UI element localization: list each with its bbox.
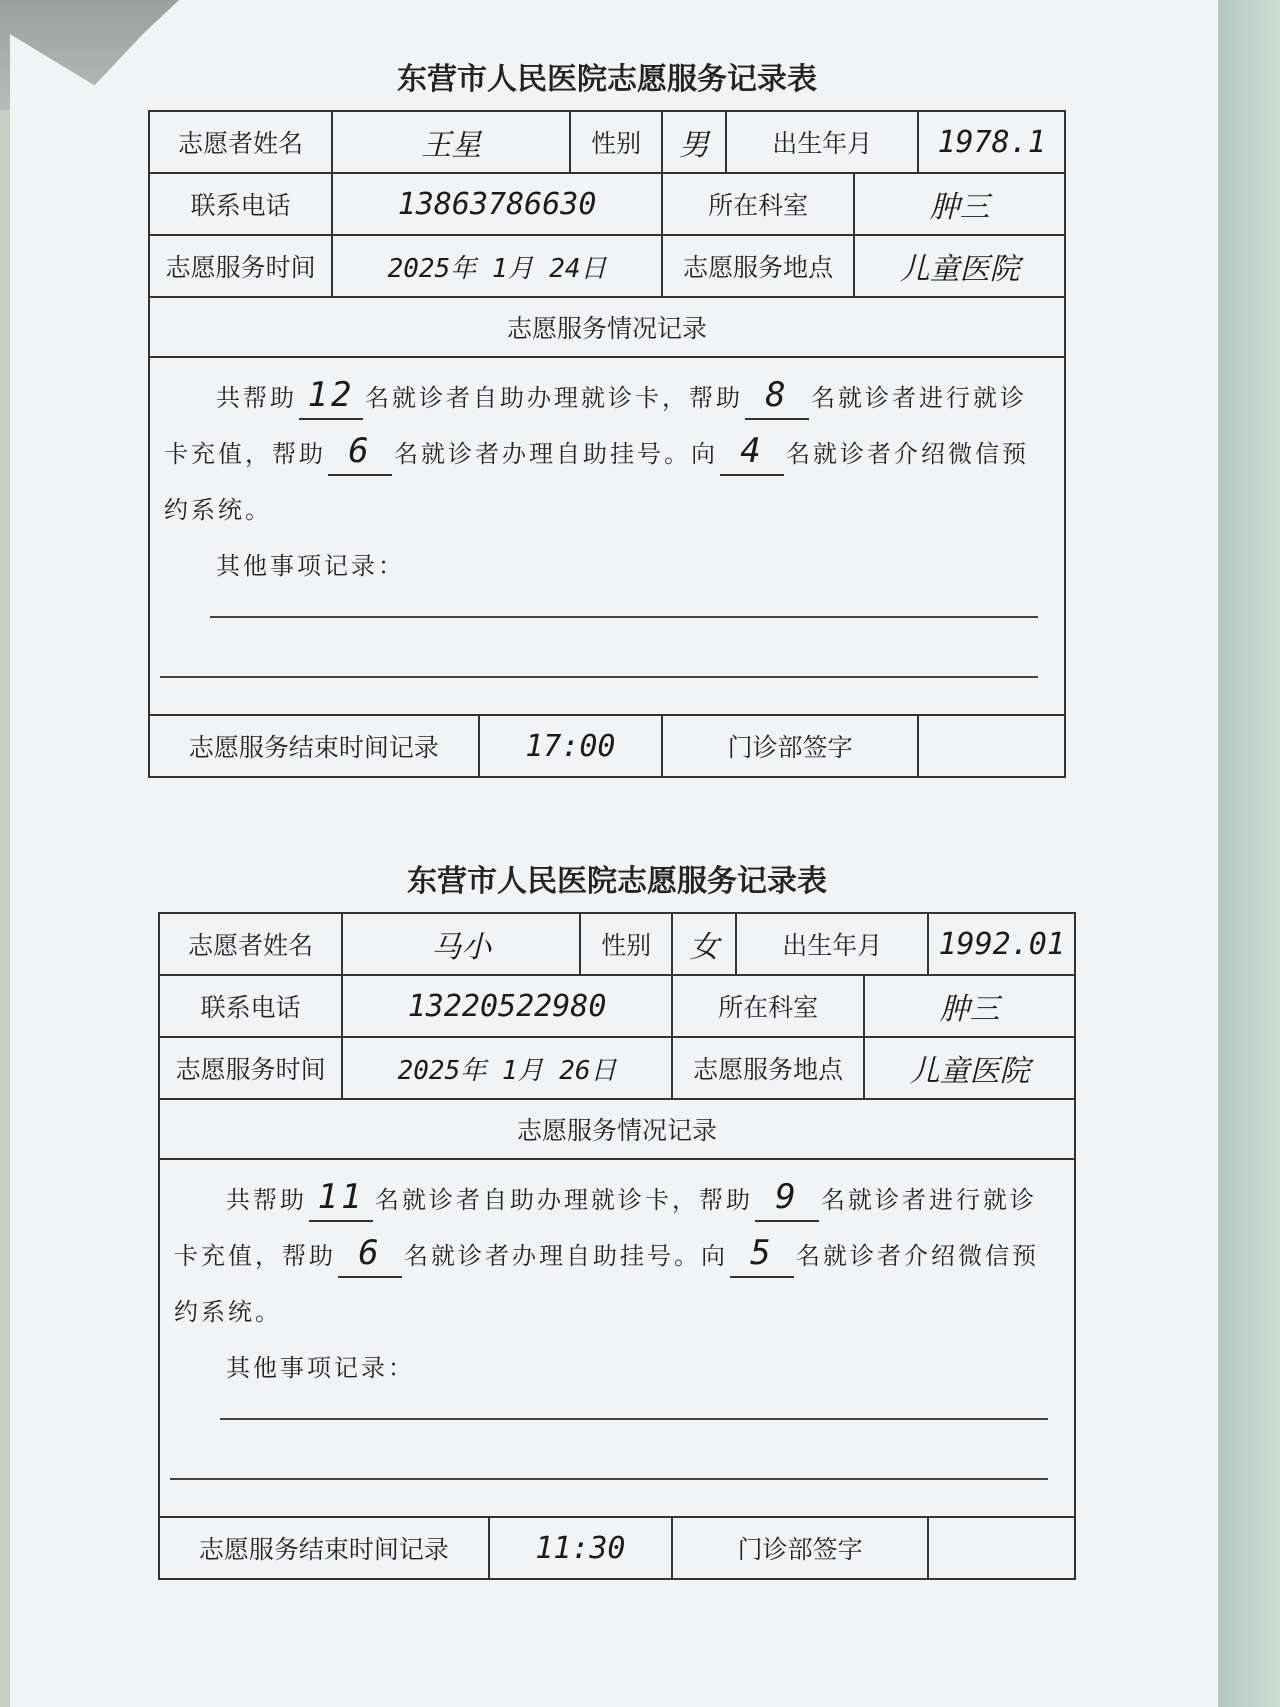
writing-line[interactable] [220,1418,1048,1420]
label-name: 志愿者姓名 [159,913,342,975]
info-table [158,912,1076,1580]
writing-line[interactable] [160,676,1038,678]
handwritten-gender: 女 [688,930,719,965]
label-gender: 性别 [570,111,662,173]
record-text: 共帮助 11 名就诊者自助办理就诊卡，帮助 9 名就诊者进行就诊卡充值，帮助 6 名就诊者办理自助挂号。向 5 名就诊者介绍微信预约系统。 [174,1177,1039,1326]
handwritten-birth: 1978.1 [937,124,1046,160]
value-department[interactable] [864,975,1075,1037]
value-name[interactable] [342,913,580,975]
count-register[interactable]: 6 [338,1233,402,1278]
value-service-place[interactable] [854,235,1065,297]
other-matters-label: 其他事项记录： [226,1354,415,1382]
handwritten-department: 肿三 [929,190,990,225]
count-cards[interactable]: 11 [309,1177,373,1222]
label-department: 所在科室 [672,975,864,1037]
label-signature: 门诊部签字 [662,715,918,777]
label-signature: 门诊部签字 [672,1517,928,1579]
background-right [1216,0,1280,1707]
label-birth: 出生年月 [726,111,918,173]
value-department[interactable] [854,173,1065,235]
label-phone: 联系电话 [159,975,342,1037]
handwritten-name: 王星 [421,128,482,163]
info-table [148,110,1066,778]
handwritten-gender: 男 [678,128,709,163]
handwritten-phone: 13863786630 [397,186,597,222]
label-birth: 出生年月 [736,913,928,975]
value-end-time[interactable] [489,1517,672,1579]
label-phone: 联系电话 [149,173,332,235]
value-service-time[interactable] [342,1037,672,1099]
handwritten-department: 肿三 [939,992,1000,1027]
count-wechat[interactable]: 5 [730,1233,794,1278]
count-wechat[interactable]: 4 [720,431,784,476]
label-end-time: 志愿服务结束时间记录 [159,1517,489,1579]
label-service-time: 志愿服务时间 [159,1037,342,1099]
value-service-time[interactable] [332,235,662,297]
handwritten-birth: 1992.01 [938,926,1065,962]
value-signature[interactable] [928,1517,1075,1579]
writing-line[interactable] [210,616,1038,618]
count-cards[interactable]: 12 [299,375,363,420]
record-body [159,1159,1075,1517]
other-matters-label: 其他事项记录： [216,552,405,580]
label-name: 志愿者姓名 [149,111,332,173]
handwritten-service-place: 儿童医院 [899,252,1020,287]
record-form-1 [148,60,1066,778]
record-body [149,357,1065,715]
form-title: 东营市人民医院志愿服务记录表 [407,864,827,899]
handwritten-phone: 13220522980 [407,988,607,1024]
handwritten-service-time: 2025年 1月 24日 [387,253,607,284]
count-recharge[interactable]: 9 [755,1177,819,1222]
value-gender[interactable] [662,111,726,173]
value-birth[interactable] [928,913,1075,975]
value-birth[interactable] [918,111,1065,173]
section-header: 志愿服务情况记录 [149,297,1065,357]
form-title: 东营市人民医院志愿服务记录表 [397,62,817,97]
handwritten-name: 马小 [431,930,492,965]
label-gender: 性别 [580,913,672,975]
value-phone[interactable] [342,975,672,1037]
label-service-time: 志愿服务时间 [149,235,332,297]
value-phone[interactable] [332,173,662,235]
count-recharge[interactable]: 8 [745,375,809,420]
value-name[interactable] [332,111,570,173]
label-department: 所在科室 [662,173,854,235]
handwritten-service-time: 2025年 1月 26日 [397,1055,617,1086]
value-service-place[interactable] [864,1037,1075,1099]
writing-line[interactable] [170,1478,1048,1480]
section-header: 志愿服务情况记录 [159,1099,1075,1159]
value-gender[interactable] [672,913,736,975]
value-end-time[interactable] [479,715,662,777]
count-register[interactable]: 6 [328,431,392,476]
handwritten-end-time: 17:00 [525,728,616,764]
label-service-place: 志愿服务地点 [672,1037,864,1099]
value-signature[interactable] [918,715,1065,777]
record-form-2 [158,862,1076,1580]
label-end-time: 志愿服务结束时间记录 [149,715,479,777]
label-service-place: 志愿服务地点 [662,235,854,297]
handwritten-service-place: 儿童医院 [909,1054,1030,1089]
record-text: 共帮助 12 名就诊者自助办理就诊卡，帮助 8 名就诊者进行就诊卡充值，帮助 6 名就诊者办理自助挂号。向 4 名就诊者介绍微信预约系统。 [164,375,1029,524]
handwritten-end-time: 11:30 [535,1530,626,1566]
